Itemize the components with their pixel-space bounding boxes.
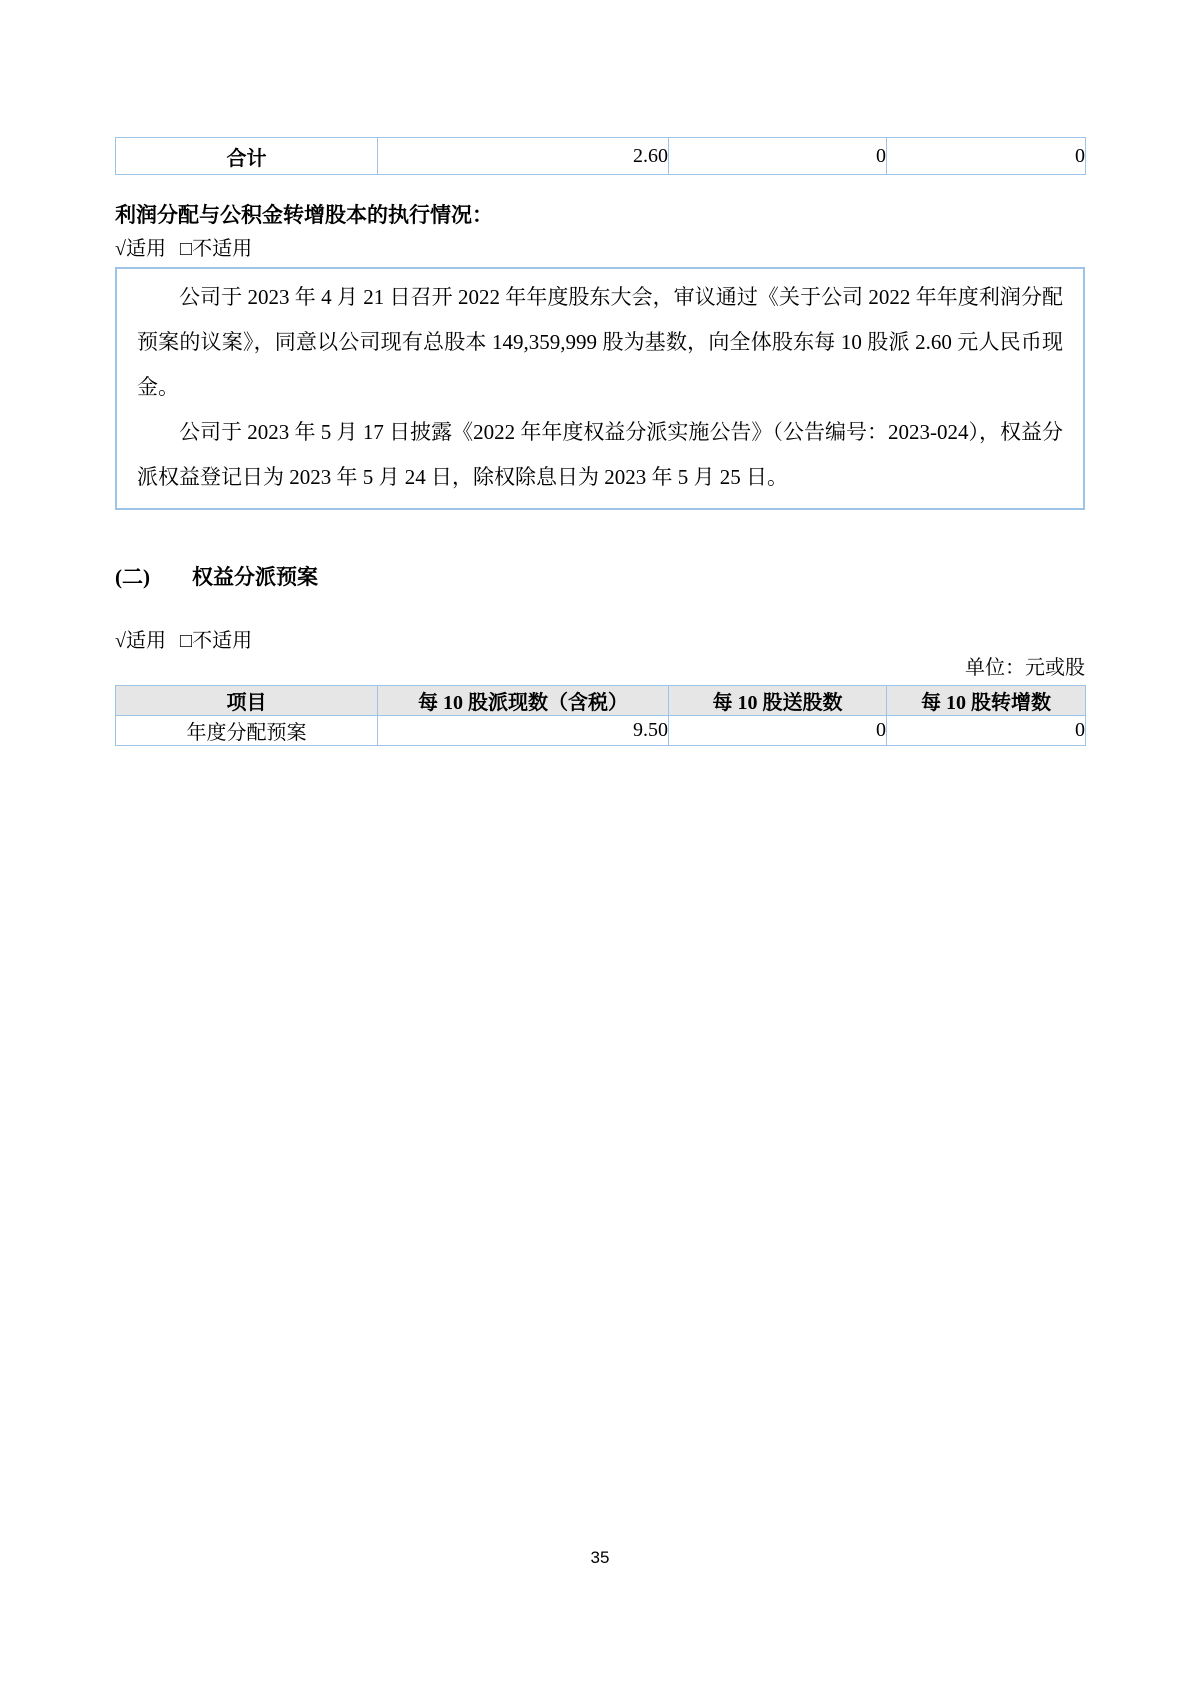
- plan-bonus-cell: 0: [669, 716, 887, 746]
- total-transfer-cell: 0: [887, 138, 1086, 175]
- applicability-line-plan: [115, 628, 1085, 654]
- section-heading-execution: 利润分配与公积金转增股本的执行情况：: [115, 204, 493, 227]
- header-transfer-per-10: 每 10 股转增数: [887, 686, 1086, 716]
- header-item: 项目: [116, 686, 378, 716]
- not-applicable-option: □不适用: [179, 630, 253, 652]
- table-row-annual-plan: [116, 716, 1086, 746]
- plan-table-header-row: [116, 686, 1086, 716]
- applicable-option: √适用: [115, 238, 166, 260]
- total-bonus-cell: 0: [669, 138, 887, 175]
- plan-transfer-cell: 0: [887, 716, 1086, 746]
- content-area: [0, 137, 1200, 746]
- section-title: 权益分派预案: [192, 565, 318, 589]
- page-number: 35: [590, 1548, 610, 1567]
- execution-detail-box: [115, 267, 1085, 510]
- total-cash-cell: 2.60: [378, 138, 669, 175]
- section-number: (二): [115, 565, 150, 589]
- dividend-total-table: [115, 137, 1086, 175]
- unit-note: 单位：元或股: [965, 657, 1085, 679]
- section-heading-plan: [115, 563, 1085, 591]
- plan-cash-cell: 9.50: [378, 716, 669, 746]
- not-applicable-option: □不适用: [179, 238, 253, 260]
- plan-label-cell: 年度分配预案: [116, 716, 378, 746]
- plan-table: [115, 685, 1086, 746]
- header-cash-per-10: 每 10 股派现数（含税）: [378, 686, 669, 716]
- applicable-option: √适用: [115, 630, 166, 652]
- total-label-cell: 合计: [116, 138, 378, 175]
- execution-paragraph-2: 公司于 2023 年 5 月 17 日披露《2022 年年度权益分派实施公告》（公告编号：2023-024），权益分派权益登记日为 2023 年 5 月 24 日，除权除息日为 2023 年 5 月 25 日。: [137, 420, 1063, 489]
- execution-paragraph-1: 公司于 2023 年 4 月 21 日召开 2022 年年度股东大会，审议通过《关于公司 2022 年年度利润分配预案的议案》，同意以公司现有总股本 149,359,999 股为基数，向全体股东每 10 股派 2.60 元人民币现金。: [137, 285, 1063, 399]
- applicability-line-execution: [115, 236, 1085, 262]
- header-bonus-per-10: 每 10 股送股数: [669, 686, 887, 716]
- table-row-total: [116, 138, 1086, 175]
